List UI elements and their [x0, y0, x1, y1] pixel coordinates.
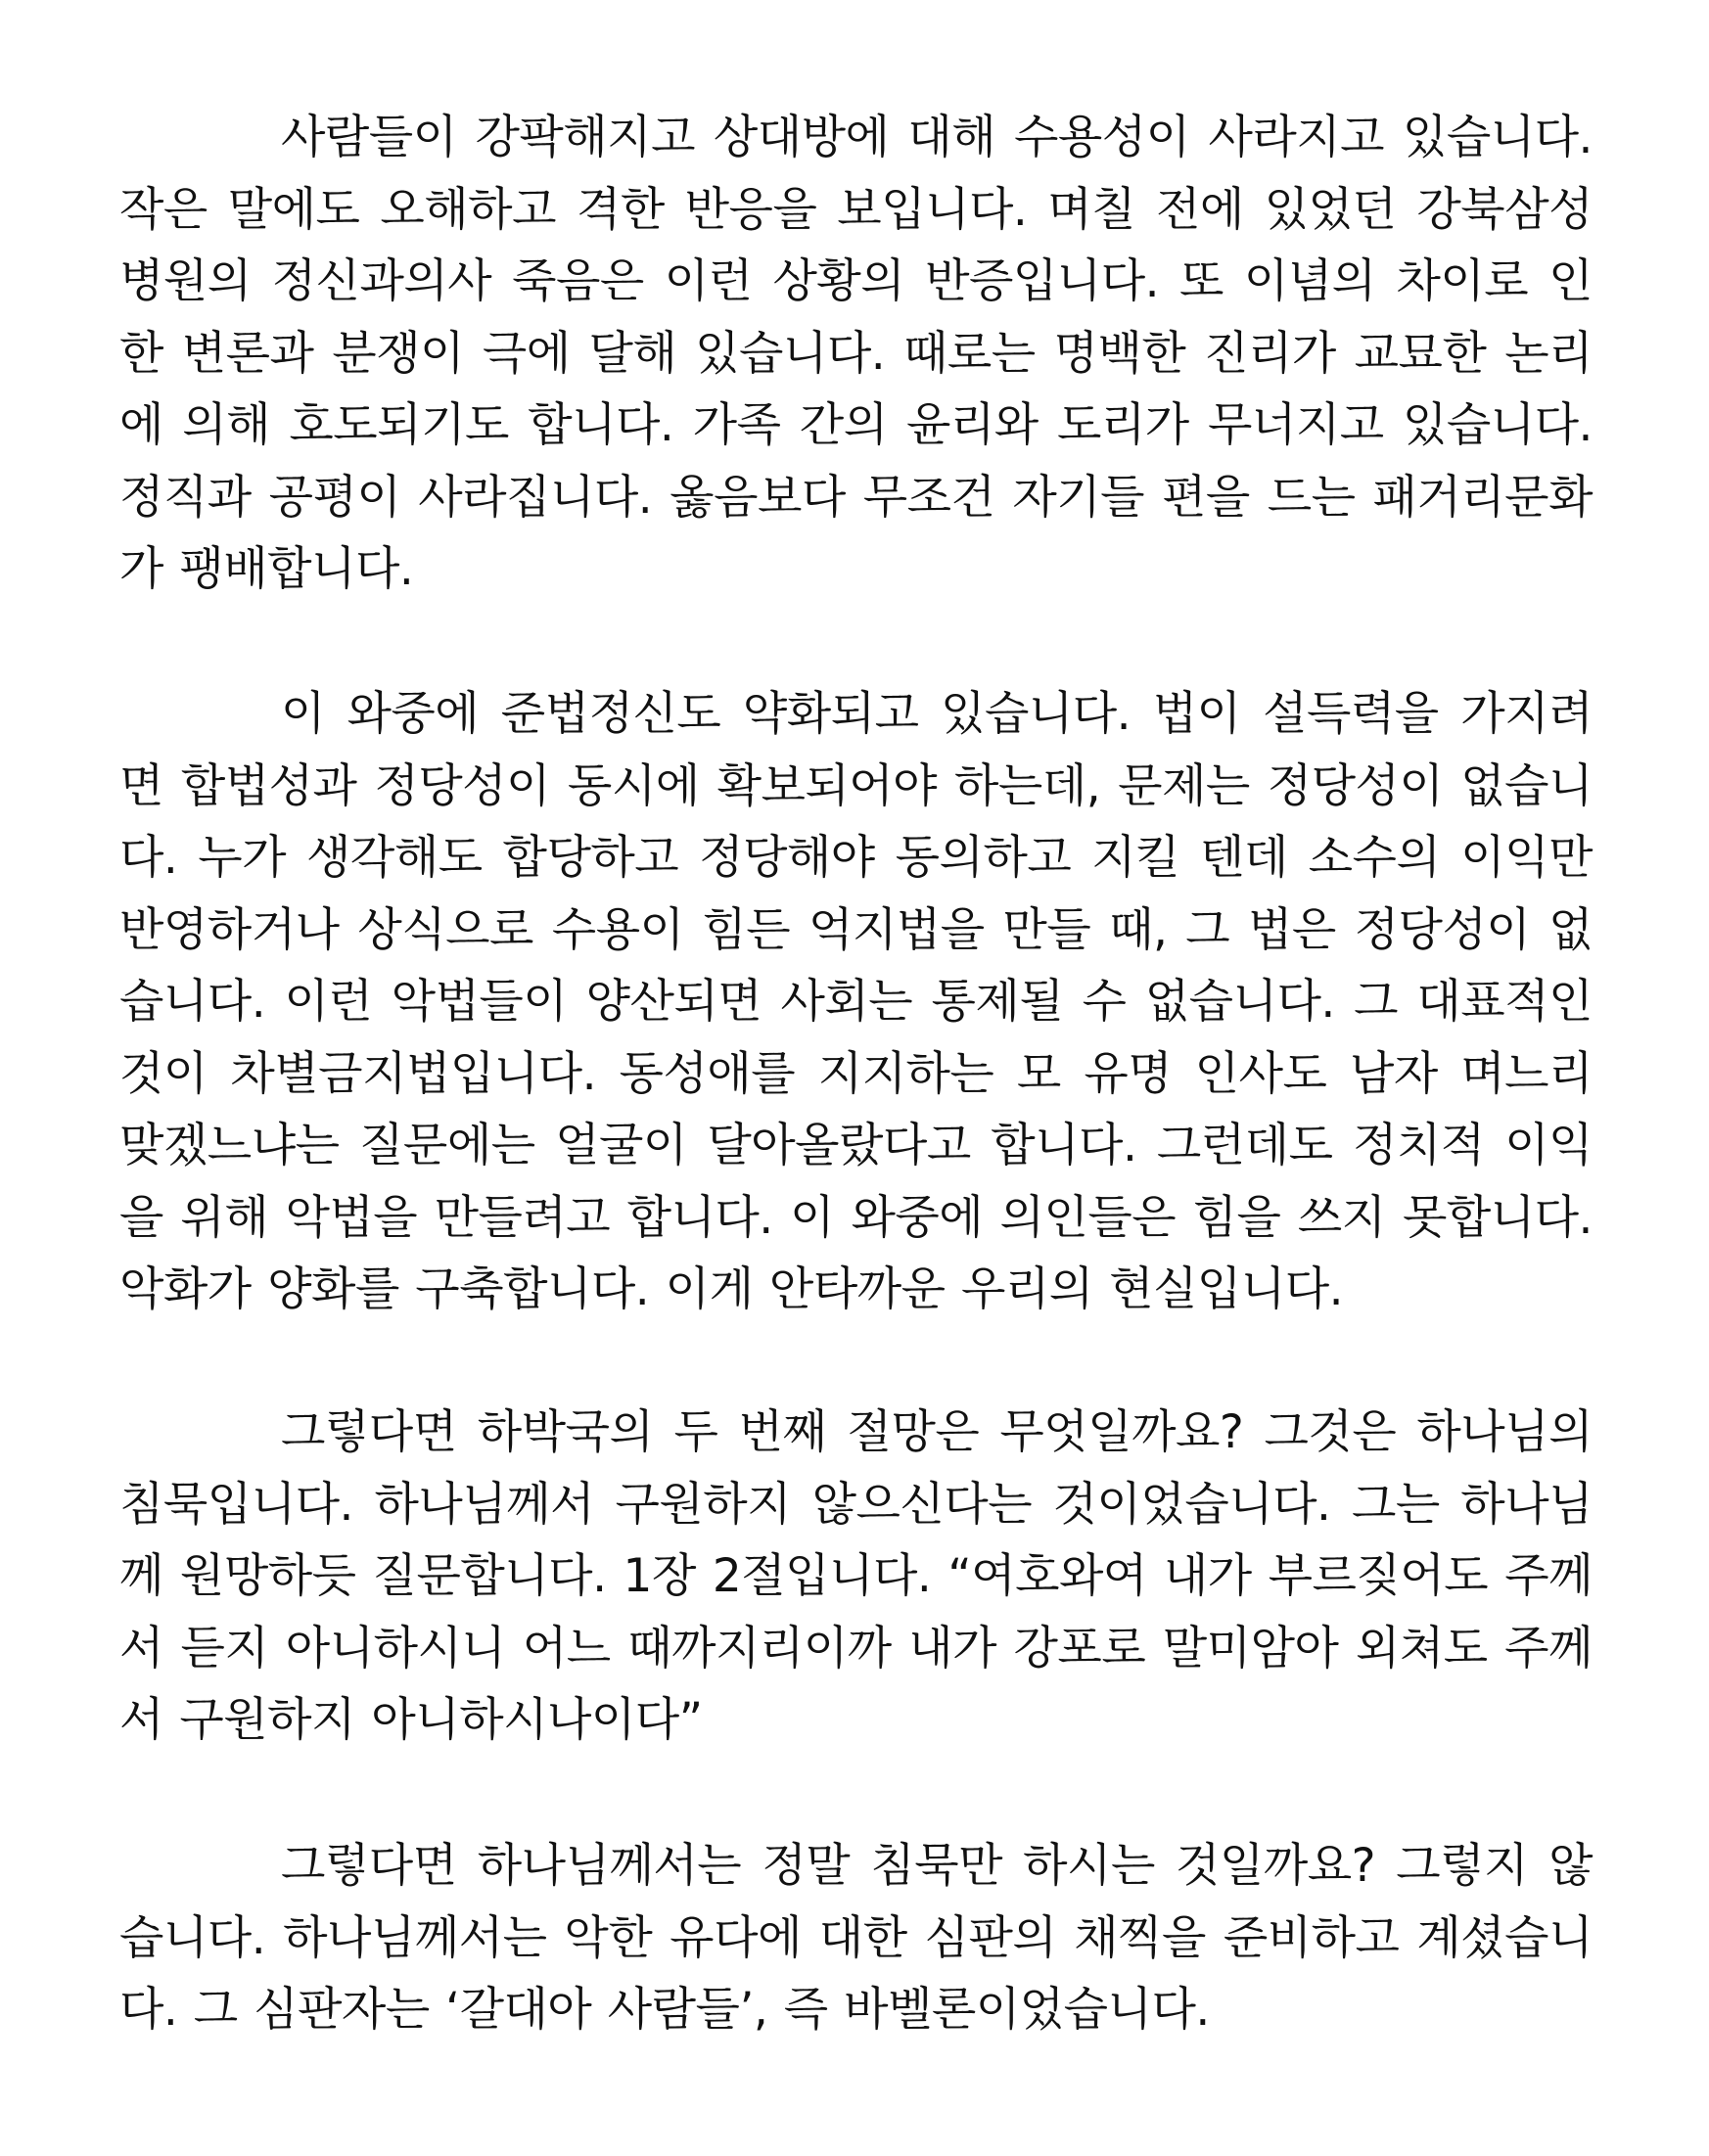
paragraph-4: 그렇다면 하나님께서는 정말 침묵만 하시는 것일까요? 그렇지 않습니다. 하나님께서는 악한 유다에 대한 심판의 채찍을 준비하고 계셨습니다. 그 심판자는 ‘갈대아 사람들’, 즉 바벨론이었습니다.	[119, 1839, 1593, 2037]
paragraph-3: 그렇다면 하박국의 두 번째 절망은 무엇일까요? 그것은 하나님의 침묵입니다. 하나님께서 구원하지 않으신다는 것이었습니다. 그는 하나님께 원망하듯 질문합니다. 1장 2절입니다. “여호와여 내가 부르짖어도 주께서 듣지 아니하시니 어느 때까지리이까 내가 강포로 말미암아 외쳐도 주께서 구원하지 아니하시나이다”	[119, 1405, 1593, 1747]
paragraph-2: 이 와중에 준법정신도 약화되고 있습니다. 법이 설득력을 가지려면 합법성과 정당성이 동시에 확보되어야 하는데, 문제는 정당성이 없습니다. 누가 생각해도 합당하고 정당해야 동의하고 지킬 텐데 소수의 이익만 반영하거나 상식으로 수용이 힘든 억지법을 만들 때, 그 법은 정당성이 없습니다. 이런 악법들이 양산되면 사회는 통제될 수 없습니다. 그 대표적인 것이 차별금지법입니다. 동성애를 지지하는 모 유명 인사도 남자 며느리 맞겠느냐는 질문에는 얼굴이 달아올랐다고 합니다. 그런데도 정치적 이익을 위해 악법을 만들려고 합니다. 이 와중에 의인들은 힘을 쓰지 못합니다. 악화가 양화를 구축합니다. 이게 안타까운 우리의 현실입니다.	[119, 687, 1593, 1316]
paragraph-1: 사람들이 강팍해지고 상대방에 대해 수용성이 사라지고 있습니다. 작은 말에도 오해하고 격한 반응을 보입니다. 며칠 전에 있었던 강북삼성병원의 정신과의사 죽음은 이런 상황의 반증입니다. 또 이념의 차이로 인한 변론과 분쟁이 극에 달해 있습니다. 때로는 명백한 진리가 교묘한 논리에 의해 호도되기도 합니다. 가족 간의 윤리와 도리가 무너지고 있습니다. 정직과 공평이 사라집니다. 옳음보다 무조건 자기들 편을 드는 패거리문화가 팽배합니다.	[119, 111, 1593, 596]
